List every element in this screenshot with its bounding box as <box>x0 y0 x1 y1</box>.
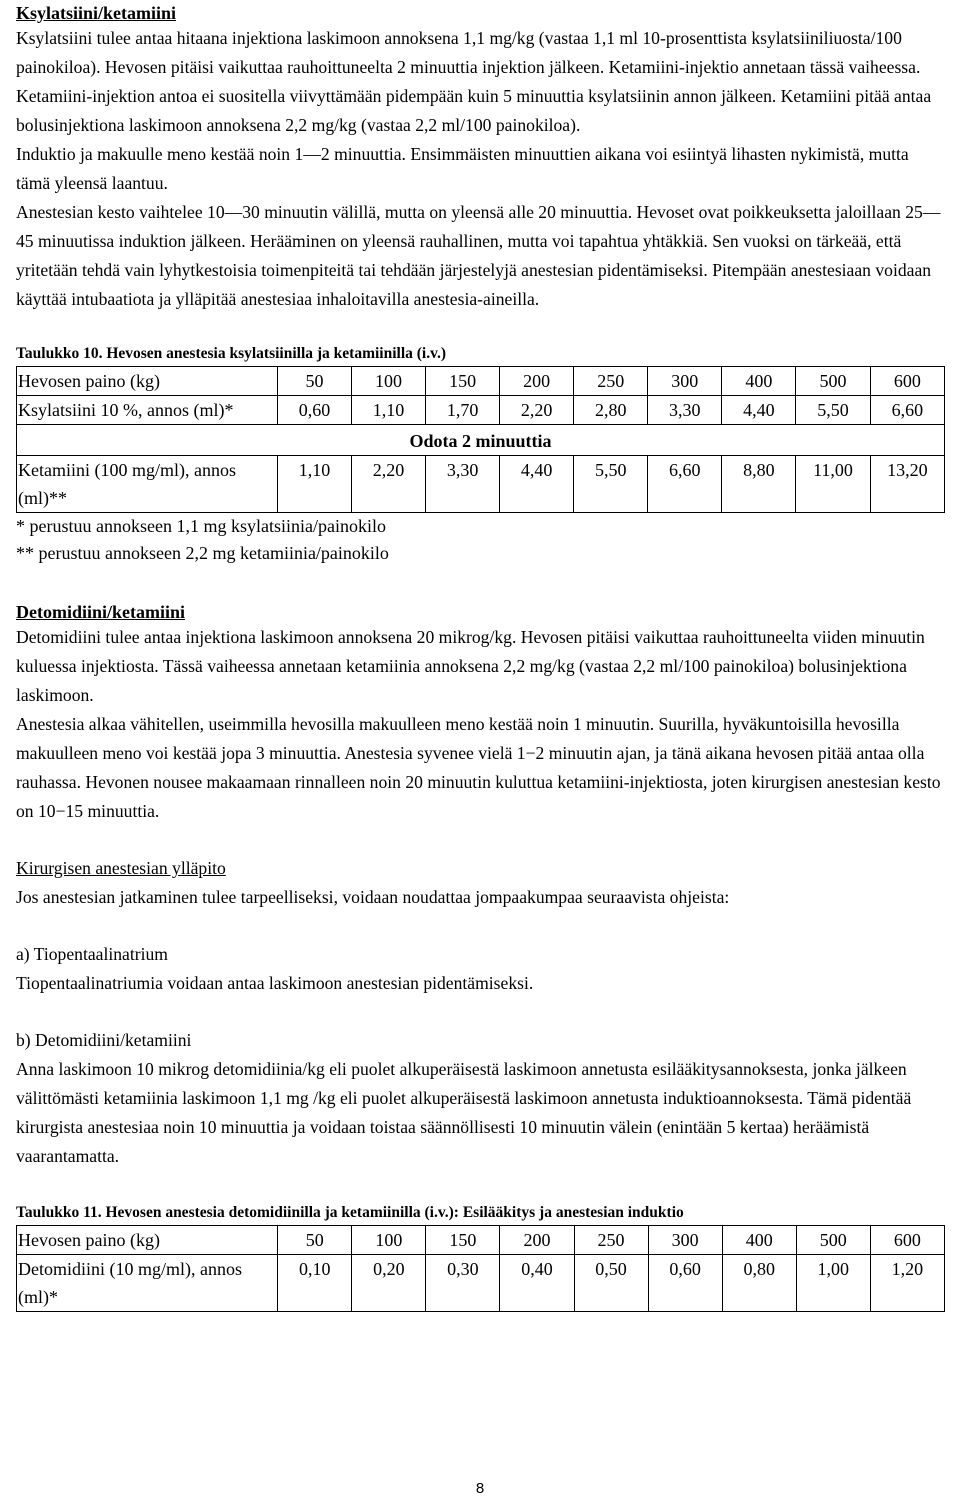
table-row-label: Detomidiini (10 mg/ml), annos (ml)* <box>17 1255 278 1312</box>
table-10 <box>16 366 945 513</box>
table-cell: 300 <box>648 1226 722 1255</box>
table-row <box>17 1255 945 1312</box>
paragraph: Tiopentaalinatriumia voidaan antaa laskimoon anestesian pidentämiseksi. <box>16 973 534 993</box>
document-page <box>16 0 946 1312</box>
table-row <box>17 396 945 425</box>
table-cell: 1,70 <box>426 396 500 425</box>
table-cell: 500 <box>796 367 870 396</box>
table-cell: 500 <box>796 1226 870 1255</box>
table-row <box>17 425 945 456</box>
table-cell: 1,20 <box>870 1255 944 1312</box>
paragraph: Anestesia alkaa vähitellen, useimmilla hevosilla makuulleen meno kestää noin 1 minuutin. Suurilla, hyväkuntoisilla hevosilla makuulleen meno voi kestää jopa 3 minuuttia. Anestesia syvenee vielä 1−2 minuutin ajan, ja tänä aikana hevosen pitää antaa olla rauhassa. Hevonen nousee makaamaan rinnalleen noin 20 minuutin kuluttua ketamiini-injektiosta, joten kirurgisen anestesian kesto on 10−15 minuuttia. <box>16 714 941 821</box>
table-cell: 0,10 <box>278 1255 352 1312</box>
table-cell: 0,50 <box>574 1255 648 1312</box>
table-cell: 6,60 <box>648 456 722 513</box>
option-a-title: a) Tiopentaalinatrium <box>16 944 168 964</box>
table-row-label: Ksylatsiini 10 %, annos (ml)* <box>17 396 278 425</box>
table-cell: 6,60 <box>870 396 944 425</box>
table-cell: 2,80 <box>574 396 648 425</box>
table-11 <box>16 1225 945 1312</box>
table-row-label: Ketamiini (100 mg/ml), annos (ml)** <box>17 456 278 513</box>
paragraph: Induktio ja makuulle meno kestää noin 1—2 minuuttia. Ensimmäisten minuuttien aikana voi esiintyä lihasten nykimistä, mutta tämä yleensä laantuu. <box>16 144 909 193</box>
table-cell: 11,00 <box>796 456 870 513</box>
table-cell: 150 <box>426 1226 500 1255</box>
table-cell: 50 <box>278 1226 352 1255</box>
table-header-label: Hevosen paino (kg) <box>17 1226 278 1255</box>
table-cell: 250 <box>574 367 648 396</box>
table-header-label: Hevosen paino (kg) <box>17 367 278 396</box>
table-cell: 13,20 <box>870 456 944 513</box>
wait-note: Odota 2 minuuttia <box>17 425 945 456</box>
table-cell: 50 <box>277 367 351 396</box>
section-title-xylazine-ketamine: Ksylatsiini/ketamiini <box>16 3 177 23</box>
paragraph: Detomidiini tulee antaa injektiona laskimoon annoksena 20 mikrog/kg. Hevosen pitäisi vaikuttaa rauhoittuneelta viiden minuutin kuluessa injektiosta. Tässä vaiheessa annetaan ketamiinia annoksena 2,2 mg/kg (vastaa 2,2 ml/100 painokiloa) bolusinjektiona laskimoon. <box>16 627 925 705</box>
table-cell: 2,20 <box>352 456 426 513</box>
page-number: 8 <box>475 1480 485 1497</box>
table-cell: 0,20 <box>352 1255 426 1312</box>
paragraph: Jos anestesian jatkaminen tulee tarpeelliseksi, voidaan noudattaa jompaakumpaa seuraavista ohjeista: <box>16 887 730 907</box>
table-cell: 1,10 <box>352 396 426 425</box>
table-cell: 0,40 <box>500 1255 574 1312</box>
table-cell: 150 <box>426 367 500 396</box>
table-footnote: ** perustuu annokseen 2,2 mg ketamiinia/painokilo <box>16 543 389 563</box>
table-cell: 5,50 <box>574 456 648 513</box>
table-cell: 1,10 <box>277 456 351 513</box>
table-cell: 8,80 <box>722 456 796 513</box>
table-cell: 3,30 <box>426 456 500 513</box>
section-title-detomidine-ketamine: Detomidiini/ketamiini <box>16 602 186 622</box>
table-cell: 100 <box>352 1226 426 1255</box>
table-cell: 2,20 <box>500 396 574 425</box>
table-cell: 0,60 <box>277 396 351 425</box>
table-footnote: * perustuu annokseen 1,1 mg ksylatsiinia/painokilo <box>16 516 386 536</box>
table-caption: Taulukko 10. Hevosen anestesia ksylatsiinilla ja ketamiinilla (i.v.) <box>16 345 447 362</box>
paragraph: Anestesian kesto vaihtelee 10—30 minuutin välillä, mutta on yleensä alle 20 minuuttia. Hevoset ovat poikkeuksetta jaloillaan 25—45 minuutissa induktion jälkeen. Herääminen on yleensä rauhallinen, mutta voi tapahtua yhtäkkiä. Sen vuoksi on tärkeää, että yritetään tehdä vain lyhytkestoisia toimenpiteitä tai tehdään järjestelyjä anestesian pidentämiseksi. Pitempään anestesiaan voidaan käyttää intubaatiota ja ylläpitää anestesiaa inhaloitavilla anestesia-aineilla. <box>16 202 941 309</box>
table-cell: 4,40 <box>500 456 574 513</box>
table-cell: 0,30 <box>426 1255 500 1312</box>
table-cell: 300 <box>648 367 722 396</box>
table-cell: 5,50 <box>796 396 870 425</box>
option-b-title: b) Detomidiini/ketamiini <box>16 1030 192 1050</box>
table-row <box>17 367 945 396</box>
table-cell: 200 <box>500 1226 574 1255</box>
table-cell: 600 <box>870 1226 944 1255</box>
paragraph: Ksylatsiini tulee antaa hitaana injektiona laskimoon annoksena 1,1 mg/kg (vastaa 1,1 ml 10-prosenttista ksylatsiiniliuosta/100 painokiloa). Hevosen pitäisi vaikuttaa rauhoittuneelta 2 minuuttia injektion jälkeen. Ketamiini-injektio annetaan tässä vaiheessa. Ketamiini-injektion antoa ei suositella viivyttämään pidempään kuin 5 minuuttia ksylatsiinin annon jälkeen. Ketamiini pitää antaa bolusinjektiona laskimoon annoksena 2,2 mg/kg (vastaa 2,2 ml/100 painokiloa). <box>16 28 932 135</box>
table-cell: 0,60 <box>648 1255 722 1312</box>
table-cell: 600 <box>870 367 944 396</box>
table-cell: 1,00 <box>796 1255 870 1312</box>
table-cell: 4,40 <box>722 396 796 425</box>
table-cell: 3,30 <box>648 396 722 425</box>
paragraph: Anna laskimoon 10 mikrog detomidiinia/kg eli puolet alkuperäisestä laskimoon annetusta esilääkitysannoksesta, jonka jälkeen välittömästi ketamiinia laskimoon 1,1 mg /kg eli puolet alkuperäisestä laskimoon annetusta induktioannoksesta. Tämä pidentää kirurgista anestesiaa noin 10 minuuttia ja voidaan toistaa säännöllisesti 10 minuutin välein (enintään 5 kertaa) heräämistä vaarantamatta. <box>16 1059 912 1166</box>
table-cell: 0,80 <box>722 1255 796 1312</box>
table-cell: 100 <box>352 367 426 396</box>
table-caption: Taulukko 11. Hevosen anestesia detomidiinilla ja ketamiinilla (i.v.): Esilääkitys ja anestesian induktio <box>16 1204 684 1221</box>
table-row <box>17 456 945 513</box>
table-row <box>17 1226 945 1255</box>
table-cell: 250 <box>574 1226 648 1255</box>
table-cell: 400 <box>722 367 796 396</box>
table-cell: 400 <box>722 1226 796 1255</box>
table-cell: 200 <box>500 367 574 396</box>
section-title-maintenance: Kirurgisen anestesian ylläpito <box>16 858 226 878</box>
